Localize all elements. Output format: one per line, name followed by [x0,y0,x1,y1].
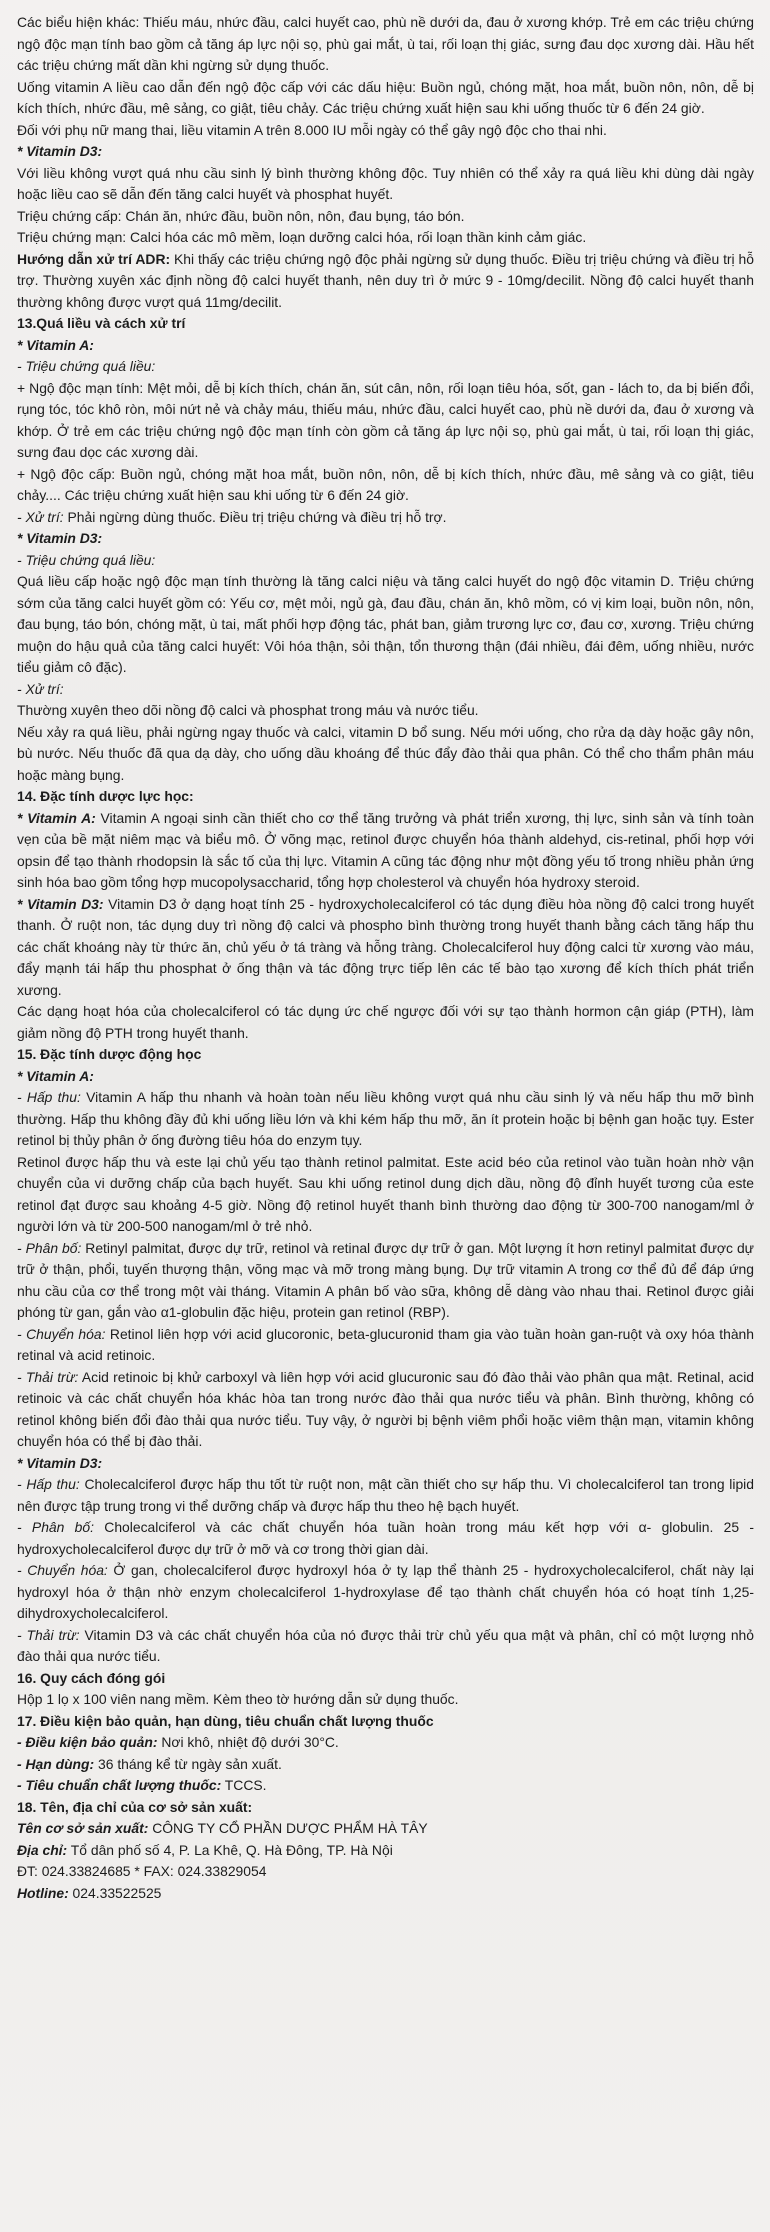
s15-d-abs-label: - Hấp thu: [17,1476,80,1492]
s15-a-dist-text: Retinyl palmitat, được dự trữ, retinol và retinal được dự trữ ở gan. Một lượng ít hơn retinyl palmitat được dự trữ ở thận, phổi, tuyến thượng thận, võng mạc và mỡ trong màng bụng. Dự trữ vitamin A trong cơ thể đủ để đáp ứng nhu cầu của cơ thể trong một vài tháng. Vitamin A phân bố vào sữa, không dễ dàng vào nhau thai. Retinol được giải phóng từ gan, gắn vào α1-globulin đặc hiệu, protein gan retinol (RBP). [17,1239,754,1320]
s13-a-treatment-text: Phải ngừng dùng thuốc. Điều trị triệu chứng và điều trị hỗ trợ. [63,508,447,525]
d3-overdose-paragraph: Với liều không vượt quá nhu cầu sinh lý bình thường không độc. Tuy nhiên có thể xảy ra quá liều khi dùng dài ngày hoặc liều cao sẽ dẫn đến tăng calci huyết và phosphat huyết. [17,164,754,202]
section-16-title: 16. Quy cách đóng gói [17,1669,166,1686]
s14-a-label: * Vitamin A: [17,809,96,826]
section-18-title: 18. Tên, địa chỉ của cơ sở sản xuất: [17,1798,253,1815]
s16-packaging: Hộp 1 lọ x 100 viên nang mềm. Kèm theo tờ hướng dẫn sử dụng thuốc. [17,1691,459,1707]
s15-vitamin-a-heading: * Vitamin A: [17,1067,94,1084]
s15-d-absorption [17,1474,754,1517]
section-17-title: 17. Điều kiện bảo quản, hạn dùng, tiêu chuẩn chất lượng thuốc [17,1712,434,1729]
s14-d-text: Vitamin D3 ở dạng hoạt tính 25 - hydroxycholecalciferol có tác dụng điều hòa nồng độ calci trong huyết thanh. Ở ruột non, tác dụng duy trì nồng độ calci và phospho bình thường trong huyết thanh bằng cách tăng hấp thu các chất khoáng này từ thức ăn, chủ yếu ở tá tràng và hỗng tràng. Cholecalciferol huy động calci từ xương vào máu, đẩy mạnh tái hấp thu phosphat ở ống thận và tác động trực tiếp lên các tế bào tạo xương để kích thích phát triển xương. [17,895,754,998]
s15-a-met-text: Retinol liên hợp với acid glucoronic, beta-glucuronid tham gia vào tuần hoàn gan-ruột và oxy hóa thành retinal và acid retinoic. [17,1325,754,1363]
s15-a-absorption-2: Retinol được hấp thu và este lại chủ yếu tạo thành retinol palmitat. Este acid béo của retinol vào tuần hoàn nhờ vận chuyển của vi dưỡng chấp của bạch huyết. Sau khi uống retinol dung dịch dầu, nồng độ đỉnh huyết tương của este retinol đạt được sau khoảng 4-5 giờ. Nồng độ retinol huyết thanh bình thường dao động từ 300-700 nanogam/ml ở người lớn và từ 200-500 nanogam/ml ở trẻ nhỏ. [17,1153,754,1234]
s18-name-label: Tên cơ sở sản xuất: [17,1820,149,1836]
adr-guidance [17,249,754,314]
s18-hotline [17,1883,754,1905]
s17-expiry-label: - Hạn dùng: [17,1755,95,1772]
s15-a-exc-text: Acid retinoic bị khử carboxyl và liên hợp với acid glucuronic sau đó đào thải vào phân qua mật. Retinal, acid retinoic và các chất chuyển hóa khác hòa tan trong nước đào thải qua nước tiểu và phân. Bình thường, không có retinol không biến đổi đào thải qua nước tiểu. Tuy vậy, ở người bị bệnh viêm phổi hoặc viêm thận mạn, vitamin không chuyển hóa có thể bị đào thải. [17,1368,755,1449]
adr-text: Khi thấy các triệu chứng ngộ độc phải ngừng sử dụng thuốc. Điều trị triệu chứng và điều trị hỗ trợ. Thường xuyên xác định nồng độ calci huyết thanh, nên duy trì ở mức 9 - 10mg/decilit. Nồng độ calci huyết thanh thường không được vượt quá 11mg/decilit. [17,250,754,310]
adr-label: Hướng dẫn xử trí ADR: [17,250,171,267]
d3-chronic-symptoms: Triệu chứng mạn: Calci hóa các mô mềm, loạn dưỡng calci hóa, rối loạn thần kinh cảm giác. [17,229,587,245]
s17-std-text: TCCS. [221,1777,267,1793]
s13-d-symptoms-heading: - Triệu chứng quá liều: [17,551,156,568]
s17-storage-label: - Điều kiện bảo quản: [17,1734,158,1750]
s15-d-exc-label: - Thải trừ: [17,1626,80,1643]
s17-quality-standard [17,1775,754,1797]
s14-vitamin-a [17,808,754,894]
s13-d-monitoring: Thường xuyên theo dõi nồng độ calci và phosphat trong máu và nước tiểu. [17,702,479,718]
d3-acute-symptoms: Triệu chứng cấp: Chán ăn, nhức đầu, buồn nôn, nôn, đau bụng, táo bón. [17,207,465,224]
s18-addr-label: Địa chỉ: [17,1841,68,1858]
s13-vitamin-a-heading: * Vitamin A: [17,336,94,353]
s17-storage [17,1732,754,1754]
s14-d-pth: Các dạng hoạt hóa của cholecalciferol có tác dụng ức chế ngược đối với sự tạo thành hormon cận giáp (PTH), làm giảm nồng độ PTH trong huyết thanh. [17,1003,754,1041]
s17-std-label: - Tiêu chuẩn chất lượng thuốc: [17,1777,222,1793]
s18-hotline-label: Hotline: [17,1884,69,1901]
s15-a-dist-label: - Phân bố: [17,1239,82,1256]
s15-d-metabolism [17,1560,754,1625]
s13-d-symptoms: Quá liều cấp hoặc ngộ độc mạn tính thường là tăng calci niệu và tăng calci huyết do ngộ độc vitamin D. Triệu chứng sớm của tăng calci huyết gồm có: Yếu cơ, mệt mỏi, ngủ gà, đau đầu, chán ăn, khô mồm, có vị kim loại, buồn nôn, nôn, đau bụng, táo bón, chóng mặt, ù tai, mất phối hợp động tác, phát ban, giảm trương lực cơ, đau cơ, xương. Triệu chứng muộn do hậu quả của tăng calci huyết: Vôi hóa thận, sỏi thận, tổn thương thận (đái nhiều, đái đêm, uống nhiều, nước tiểu giảm cô đặc). [17,573,754,675]
s18-manufacturer [17,1818,754,1840]
section-14-title: 14. Đặc tính dược lực học: [17,788,194,804]
s15-vitamin-d3-heading: * Vitamin D3: [17,1454,103,1471]
s13-a-treatment [17,507,754,529]
s15-a-metabolism [17,1324,754,1367]
s14-a-text: Vitamin A ngoại sinh cần thiết cho cơ thể tăng trưởng và phát triển xương, thị lực, sinh sản và tính toàn vẹn của bề mặt niêm mạc và biểu mô. Ở võng mạc, retinol được chuyển hóa thành aldehyd, cis-retinal, phối hợp với opsin để tạo thành rhodopsin là sắc tố của thị lực. Vitamin A cũng tác động như một đồng yếu tố trong nhiều phản ứng sinh hóa bao gồm tổng hợp mucopolysaccharid, tổng hợp cholesterol và chuyển hóa hydroxy steroid. [17,809,754,890]
s13-a-symptoms-heading: - Triệu chứng quá liều: [17,358,156,374]
s15-d-dist-label: - Phân bố: [17,1519,94,1535]
s15-d-dist-text: Cholecalciferol và các chất chuyển hóa tuần hoàn trong máu kết hợp với α- globulin. 25 - hydroxycholecalciferol được dự trữ ở mỡ và cơ trong thời gian dài. [17,1519,754,1557]
s15-d-exc-text: Vitamin D3 và các chất chuyển hóa của nó được thải trừ chủ yếu qua mật và phân, chỉ có một lượng nhỏ đào thải qua nước tiểu. [17,1626,755,1664]
s15-a-excretion [17,1367,754,1453]
s15-d-excretion [17,1625,754,1668]
s18-address [17,1840,754,1862]
s15-d-abs-text: Cholecalciferol được hấp thu tốt từ ruột non, mật cần thiết cho sự hấp thu. Vì cholecalciferol tan trong lipid nên được tập trung trong vi thể dưỡng chấp và được hấp thu theo hệ bạch huyết. [17,1476,754,1514]
s15-d-distribution [17,1517,754,1560]
s15-a-met-label: - Chuyển hóa: [17,1325,106,1342]
s15-a-absorption [17,1087,754,1152]
s15-a-distribution [17,1238,754,1324]
s13-d-treatment-label: - Xử trí: [17,680,64,697]
s14-vitamin-d3 [17,894,754,1002]
s14-d-label: * Vitamin D3: [17,895,104,912]
s17-storage-text: Nơi khô, nhiệt độ dưới 30°C. [157,1734,339,1750]
s18-name-text: CÔNG TY CỔ PHẦN DƯỢC PHẨM HÀ TÂY [148,1820,428,1836]
other-symptoms-paragraph: Các biểu hiện khác: Thiếu máu, nhức đầu, calci huyết cao, phù nề dưới da, đau ở xương khớp. Trẻ em các triệu chứng ngộ độc mạn tính bao gồm cả tăng áp lực nội sọ, phù gai mắt, ù tai, rối loạn thị giác, sưng đau dọc xương dài. Hầu hết các triệu chứng mất dần khi ngừng sử dụng thuốc. [17,14,754,73]
s13-d-treatment: Nếu xảy ra quá liều, phải ngừng ngay thuốc và calci, vitamin D bổ sung. Nếu mới uống, cho rửa dạ dày hoặc gây nôn, bù nước. Nếu thuốc đã qua dạ dày, cho uống dầu khoáng để thúc đẩy đào thải qua phân. Có thể cho thẩm phân máu hoặc màng bụng. [17,723,754,783]
pregnancy-warning: Đối với phụ nữ mang thai, liều vitamin A trên 8.000 IU mỗi ngày có thể gây ngộ độc cho thai nhi. [17,121,607,138]
s13-vitamin-d3-heading: * Vitamin D3: [17,530,103,546]
s15-d-met-text: Ở gan, cholecalciferol được hydroxyl hóa ở tỵ lạp thể thành 25 - hydroxycholecalciferol, chất này lại hydroxyl hóa ở thận nhờ enzym cholecalciferol 1-hydroxylase để tạo thành chất chuyển hóa có hoạt tính 1,25-dihydroxycholecalciferol. [17,1562,754,1621]
s13-a-treatment-label: - Xử trí: [17,508,64,525]
s13-a-acute: + Ngộ độc cấp: Buồn ngủ, chóng mặt hoa mắt, buồn nôn, nôn, dễ bị kích thích, nhức đầu, mê sảng và co giật, tiêu chảy.... Các triệu chứng xuất hiện sau khi uống từ 6 đến 24 giờ. [17,465,754,503]
s15-d-met-label: - Chuyển hóa: [17,1562,108,1578]
vitamin-d3-heading: * Vitamin D3: [17,143,103,159]
s13-a-chronic: + Ngộ độc mạn tính: Mệt mỏi, dễ bị kích thích, chán ăn, sút cân, nôn, rối loạn tiêu hóa, sốt, gan - lách to, da bị biến đổi, rụng tóc, tóc khô ròn, môi nứt nẻ và chảy máu, thiếu máu, nhức đầu, calci huyết cao, phù nề dưới da, đau ở xương và khớp. Ở trẻ em các triệu chứng ngộ độc mạn tính còn gồm cả tăng áp lực nội sọ, phù gai mắt, ù tai, rối loạn thị giác, sưng đau dọc các xương dài. [17,379,754,460]
acute-overdose-paragraph: Uống vitamin A liều cao dẫn đến ngộ độc cấp với các dấu hiệu: Buồn ngủ, chóng mặt, hoa mắt, buồn nôn, nôn, dễ bị kích thích, nhức đầu, mê sảng, co giật, tiêu chảy. Các triệu chứng xuất hiện sau khi uống thuốc từ 6 đến 24 giờ. [17,78,754,116]
s18-hotline-text: 024.33522525 [68,1884,162,1901]
s17-expiry-text: 36 tháng kể từ ngày sản xuất. [94,1755,282,1772]
s15-a-abs-label: - Hấp thu: [17,1089,81,1105]
s17-expiry [17,1754,754,1776]
s15-a-exc-label: - Thải trừ: [17,1368,79,1385]
s18-addr-text: Tổ dân phố số 4, P. La Khê, Q. Hà Đông, TP. Hà Nội [67,1841,393,1858]
section-13-title: 13.Quá liều và cách xử trí [17,315,186,331]
s15-a-abs-text: Vitamin A hấp thu nhanh và hoàn toàn nếu liều không vượt quá nhu cầu sinh lý và nếu hấp thu mỡ bình thường. Hấp thu không đầy đủ khi uống liều lớn và khi kém hấp thu mỡ, ăn ít protein hoặc bị bệnh gan hoặc tụy. Ester retinol bị thủy phân ở ống đường tiêu hóa do enzym tụy. [17,1089,754,1148]
section-15-title: 15. Đặc tính dược động học [17,1046,202,1062]
s18-phone-fax: ĐT: 024.33824685 * FAX: 024.33829054 [17,1863,267,1879]
